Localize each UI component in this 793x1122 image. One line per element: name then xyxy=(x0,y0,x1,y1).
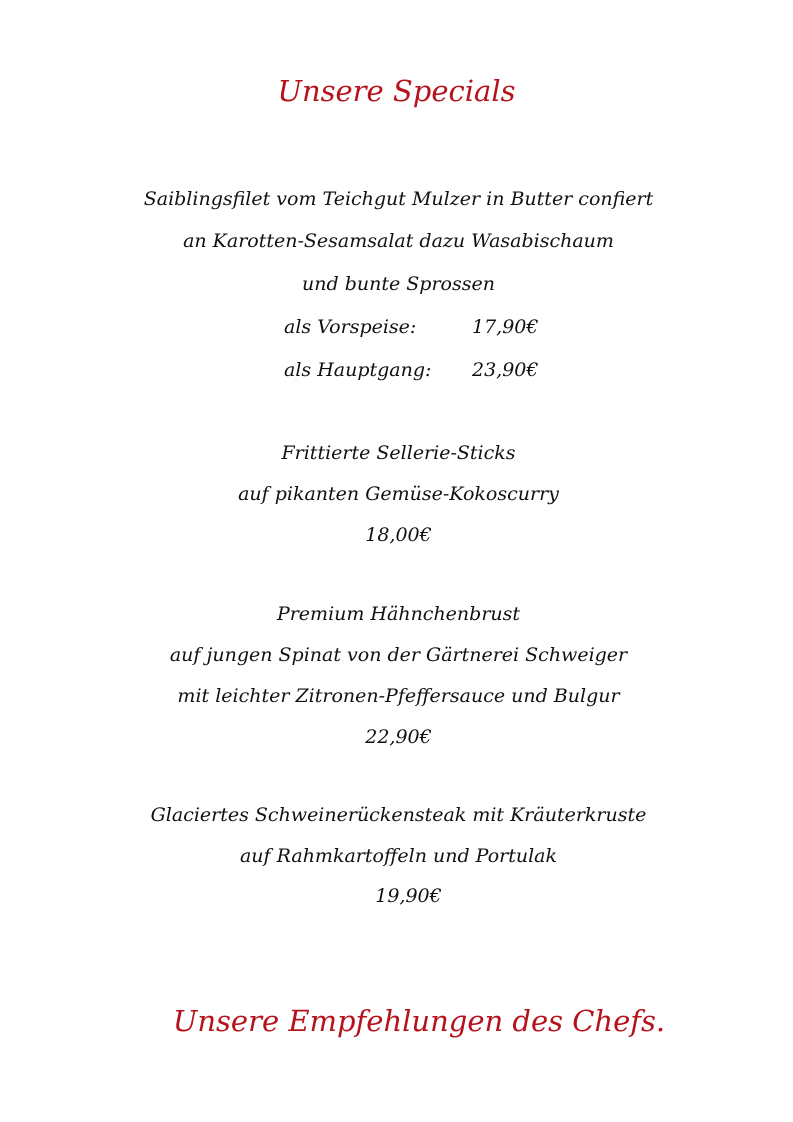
dish-3-line-3: mit leichter Zitronen-Pfeffersauce und Bulgur xyxy=(177,685,620,707)
option-label: als Hauptgang: xyxy=(284,359,432,381)
dish-4-line-1: Glaciertes Schweinerückensteak mit Kräuterkruste xyxy=(150,804,647,826)
dish-1-line-3: und bunte Sprossen xyxy=(302,273,495,295)
option-label: als Vorspeise: xyxy=(284,316,417,338)
dish-1-line-2: an Karotten-Sesamsalat dazu Wasabischaum xyxy=(183,230,614,252)
dish-1-line-1: Saiblingsfilet vom Teichgut Mulzer in Butter confiert xyxy=(143,188,654,210)
dish-4-price: 19,90€ xyxy=(375,885,442,907)
dish-3-line-2: auf jungen Spinat von der Gärtnerei Schweiger xyxy=(169,644,628,666)
option-price: 17,90€ xyxy=(472,316,539,338)
dish-2-line-1: Frittierte Sellerie-Sticks xyxy=(281,442,516,464)
footer-chef-recommendation: Unsere Empfehlungen des Chefs. xyxy=(172,1004,666,1038)
dish-3-price: 22,90€ xyxy=(365,726,432,748)
option-price: 23,90€ xyxy=(472,359,539,381)
dish-2-line-2: auf pikanten Gemüse-Kokoscurry xyxy=(238,483,559,505)
dish-3-line-1: Premium Hähnchenbrust xyxy=(276,603,521,625)
dish-2-price: 18,00€ xyxy=(365,524,432,546)
dish-4-line-2: auf Rahmkartoffeln und Portulak xyxy=(239,845,558,867)
page-title: Unsere Specials xyxy=(277,74,516,108)
